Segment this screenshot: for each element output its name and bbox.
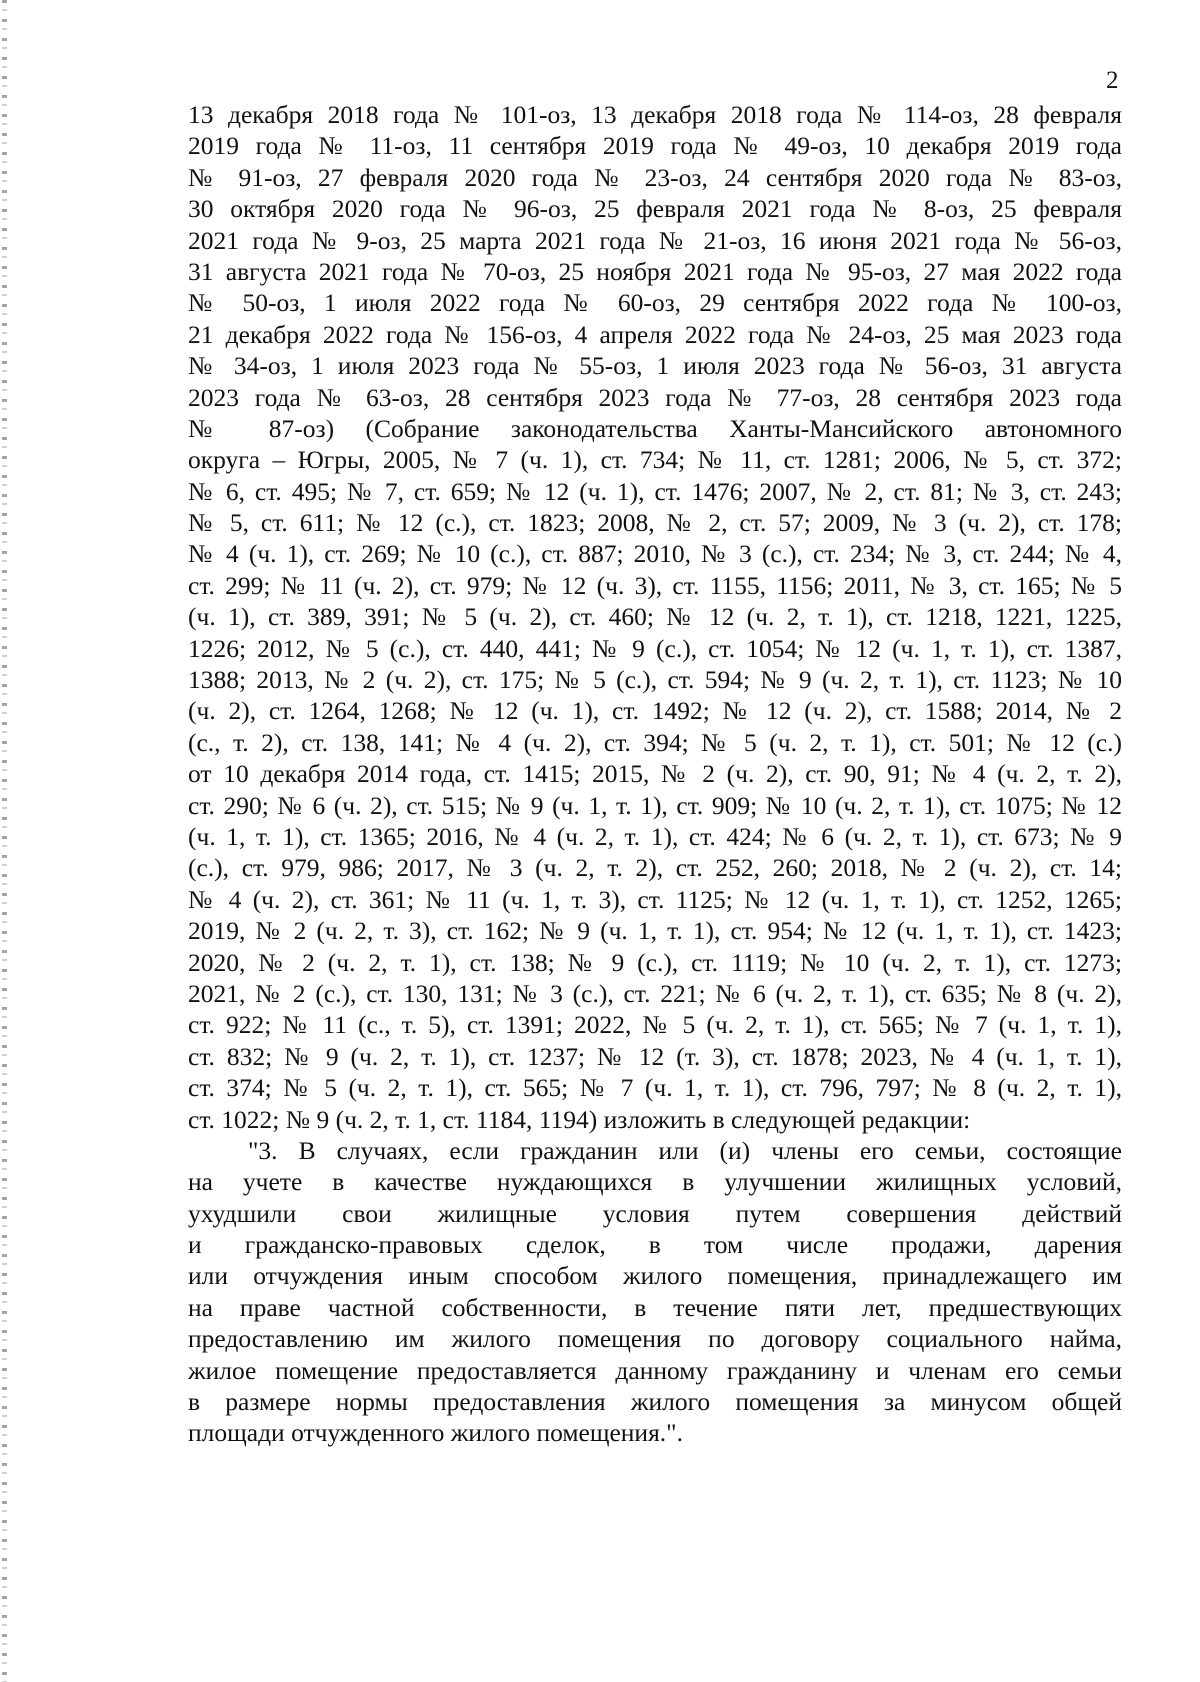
- text-line: № 34-оз, 1 июля 2023 года № 55-оз, 1 июля 2023 года № 56-оз, 31 августа: [188, 351, 1122, 381]
- text-line: № 6, ст. 495; № 7, ст. 659; № 12 (ч. 1), ст. 1476; 2007, № 2, ст. 81; № 3, ст. 243;: [188, 476, 1122, 506]
- text-line: № 4 (ч. 2), ст. 361; № 11 (ч. 1, т. 3), ст. 1125; № 12 (ч. 1, т. 1), ст. 1252, 1265;: [188, 884, 1122, 914]
- quoted-paragraph-line: на учете в качестве нуждающихся в улучшении жилищных условий,: [188, 1167, 1122, 1197]
- text-line: 30 октября 2020 года № 96-оз, 25 февраля 2021 года № 8-оз, 25 февраля: [188, 194, 1122, 224]
- text-line: № 87-оз) (Собрание законодательства Ханты-Мансийского автономного: [188, 413, 1122, 443]
- quoted-paragraph-line: в размере нормы предоставления жилого помещения за минусом общей: [188, 1387, 1122, 1417]
- text-line: (ч. 2), ст. 1264, 1268; № 12 (ч. 1), ст. 1492; № 12 (ч. 2), ст. 1588; 2014, № 2: [188, 696, 1122, 726]
- quoted-paragraph-line: на праве частной собственности, в течение пяти лет, предшествующих: [188, 1292, 1122, 1322]
- text-line: ст. 290; № 6 (ч. 2), ст. 515; № 9 (ч. 1, т. 1), ст. 909; № 10 (ч. 2, т. 1), ст. 1075; № 12: [188, 790, 1122, 820]
- text-line: № 91-оз, 27 февраля 2020 года № 23-оз, 24 сентября 2020 года № 83-оз,: [188, 162, 1122, 192]
- text-line: 1226; 2012, № 5 (с.), ст. 440, 441; № 9 (с.), ст. 1054; № 12 (ч. 1, т. 1), ст. 1387,: [188, 633, 1122, 663]
- scan-edge-artifact: [2, 0, 7, 1682]
- quoted-paragraph-line: жилое помещение предоставляется данному гражданину и членам его семьи: [188, 1355, 1122, 1385]
- text-line: ст. 922; № 11 (с., т. 5), ст. 1391; 2022, № 5 (ч. 2, т. 1), ст. 565; № 7 (ч. 1, т. 1),: [188, 1010, 1122, 1040]
- quoted-paragraph-line: предоставлению им жилого помещения по договору социального найма,: [188, 1324, 1122, 1354]
- text-line: № 4 (ч. 1), ст. 269; № 10 (с.), ст. 887; 2010, № 3 (с.), ст. 234; № 3, ст. 244; № 4,: [188, 539, 1122, 569]
- page-number: 2: [1106, 67, 1119, 94]
- quoted-paragraph-last-line: площади отчужденного жилого помещения.".: [188, 1418, 683, 1448]
- text-line: ст. 299; № 11 (ч. 2), ст. 979; № 12 (ч. 3), ст. 1155, 1156; 2011, № 3, ст. 165; № 5: [188, 570, 1122, 600]
- text-line: 2021, № 2 (с.), ст. 130, 131; № 3 (с.), ст. 221; № 6 (ч. 2, т. 1), ст. 635; № 8 (ч. 2),: [188, 978, 1122, 1008]
- text-line: от 10 декабря 2014 года, ст. 1415; 2015, № 2 (ч. 2), ст. 90, 91; № 4 (ч. 2, т. 2),: [188, 759, 1122, 789]
- text-line: округа – Югры, 2005, № 7 (ч. 1), ст. 734; № 11, ст. 1281; 2006, № 5, ст. 372;: [188, 445, 1122, 475]
- quoted-paragraph-line: или отчуждения иным способом жилого помещения, принадлежащего им: [188, 1261, 1122, 1291]
- quoted-paragraph-line: и гражданско-правовых сделок, в том числе продажи, дарения: [188, 1230, 1122, 1260]
- text-line: 1388; 2013, № 2 (ч. 2), ст. 175; № 5 (с.), ст. 594; № 9 (ч. 2, т. 1), ст. 1123; № 10: [188, 665, 1122, 695]
- text-line: ст. 1022; № 9 (ч. 2, т. 1, ст. 1184, 1194) изложить в следующей редакции:: [188, 1104, 971, 1134]
- quoted-paragraph-first-line: "3. В случаях, если гражданин или (и) члены его семьи, состоящие: [248, 1135, 1122, 1165]
- text-line: 13 декабря 2018 года № 101-оз, 13 декабря 2018 года № 114-оз, 28 февраля: [188, 100, 1122, 129]
- text-line: 2019 года № 11-оз, 11 сентября 2019 года № 49-оз, 10 декабря 2019 года: [188, 131, 1122, 161]
- text-line: 2020, № 2 (ч. 2, т. 1), ст. 138; № 9 (с.), ст. 1119; № 10 (ч. 2, т. 1), ст. 1273;: [188, 947, 1122, 977]
- text-line: (с., т. 2), ст. 138, 141; № 4 (ч. 2), ст. 394; № 5 (ч. 2, т. 1), ст. 501; № 12 (с.): [188, 727, 1122, 757]
- text-line: (ч. 1), ст. 389, 391; № 5 (ч. 2), ст. 460; № 12 (ч. 2, т. 1), ст. 1218, 1221, 1225,: [188, 602, 1122, 632]
- text-line: ст. 832; № 9 (ч. 2, т. 1), ст. 1237; № 12 (т. 3), ст. 1878; 2023, № 4 (ч. 1, т. 1),: [188, 1041, 1122, 1071]
- text-line: № 5, ст. 611; № 12 (с.), ст. 1823; 2008, № 2, ст. 57; 2009, № 3 (ч. 2), ст. 178;: [188, 508, 1122, 538]
- text-line: (с.), ст. 979, 986; 2017, № 3 (ч. 2, т. 2), ст. 252, 260; 2018, № 2 (ч. 2), ст. 14;: [188, 853, 1122, 883]
- text-line: (ч. 1, т. 1), ст. 1365; 2016, № 4 (ч. 2, т. 1), ст. 424; № 6 (ч. 2, т. 1), ст. 673; № 9: [188, 821, 1122, 851]
- text-line: ст. 374; № 5 (ч. 2, т. 1), ст. 565; № 7 (ч. 1, т. 1), ст. 796, 797; № 8 (ч. 2, т. 1),: [188, 1073, 1122, 1103]
- text-line: 2021 года № 9-оз, 25 марта 2021 года № 21-оз, 16 июня 2021 года № 56-оз,: [188, 225, 1122, 255]
- text-line: 21 декабря 2022 года № 156-оз, 4 апреля 2022 года № 24-оз, 25 мая 2023 года: [188, 319, 1122, 349]
- text-line: 2019, № 2 (ч. 2, т. 3), ст. 162; № 9 (ч. 1, т. 1), ст. 954; № 12 (ч. 1, т. 1), ст. 1423;: [188, 916, 1122, 946]
- text-line: 31 августа 2021 года № 70-оз, 25 ноября 2021 года № 95-оз, 27 мая 2022 года: [188, 256, 1122, 286]
- quoted-paragraph-line: ухудшили свои жилищные условия путем совершения действий: [188, 1198, 1122, 1228]
- text-line: 2023 года № 63-оз, 28 сентября 2023 года № 77-оз, 28 сентября 2023 года: [188, 382, 1122, 412]
- document-body: [188, 99, 1122, 1449]
- text-line: № 50-оз, 1 июля 2022 года № 60-оз, 29 сентября 2022 года № 100-оз,: [188, 288, 1122, 318]
